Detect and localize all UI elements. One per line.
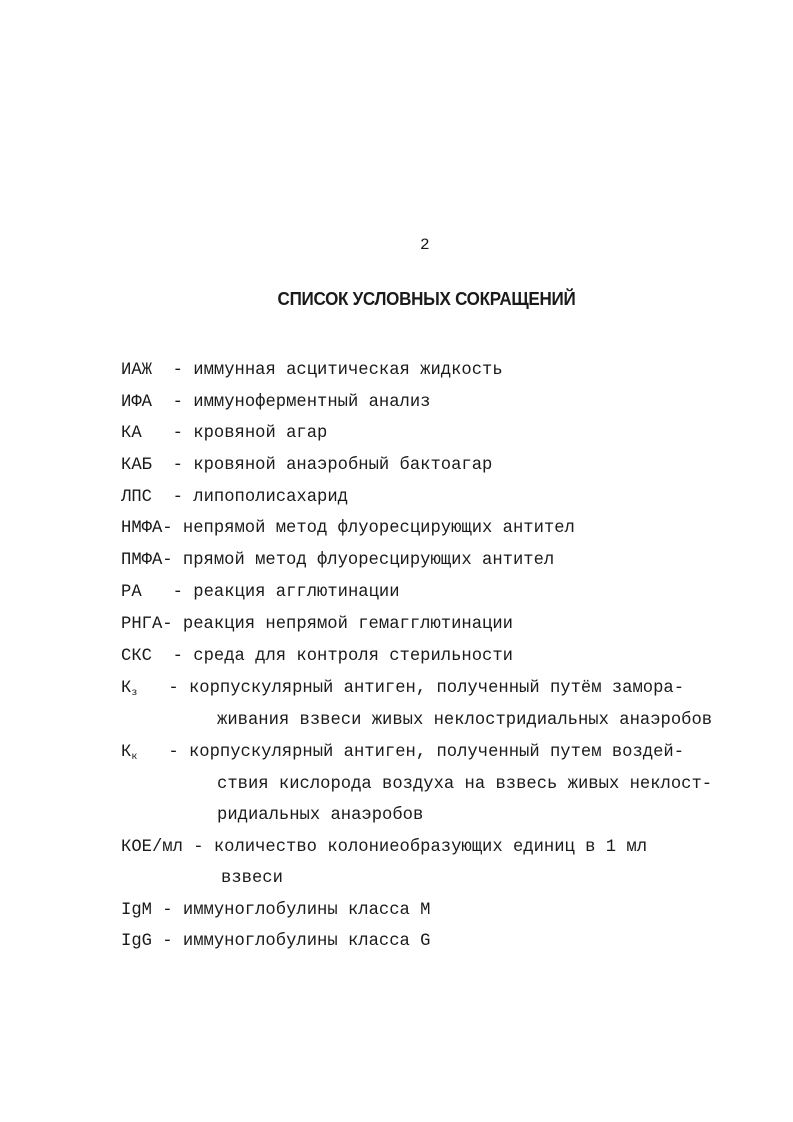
- abbreviation-definition: корпускулярный антиген, полученный путем воздей-: [188, 743, 685, 762]
- abbreviation-term: IgG: [121, 932, 152, 951]
- abbreviation-term: ИАЖ: [121, 361, 152, 380]
- abbreviation-term: КАБ: [121, 456, 152, 475]
- abbreviation-entry: [121, 551, 554, 571]
- abbreviation-definition: иммунная асцитическая жидкость: [193, 361, 503, 380]
- abbreviation-term: ЛПС: [121, 488, 152, 507]
- abbreviation-definition: иммуноглобулины класса М: [182, 901, 431, 920]
- abbreviation-definition: непрямой метод флуоресцирующих антител: [182, 519, 575, 538]
- definition-continuation: ридиальных анаэробов: [217, 806, 424, 825]
- abbreviation-term: КА: [121, 424, 142, 443]
- abbreviation-entry: [121, 932, 430, 952]
- abbreviation-definition: реакция агглютинации: [193, 583, 400, 602]
- abbreviation-term: $К_з$: [121, 679, 138, 699]
- abbreviation-definition: реакция непрямой гемагглютинации: [182, 615, 513, 634]
- definition-continuation: ствия кислорода воздуха на взвесь живых неклост-: [217, 775, 713, 794]
- entry-dash: -: [162, 615, 183, 634]
- abbreviation-term: $К_к$: [121, 743, 138, 763]
- entry-dash: -: [162, 901, 183, 920]
- abbreviation-term: РА: [121, 583, 142, 602]
- abbreviation-entry-koe: [121, 838, 647, 858]
- abbreviation-entry: [121, 615, 513, 635]
- page-number: 2: [420, 236, 430, 254]
- abbreviation-entry: [121, 393, 430, 413]
- abbreviation-definition: корпускулярный антиген, полученный путём замора-: [188, 679, 685, 698]
- abbreviation-entry: [121, 583, 400, 603]
- abbreviation-term: IgM: [121, 901, 152, 920]
- entry-dash: -: [172, 424, 194, 443]
- entry-dash: -: [168, 679, 189, 698]
- entry-dash: -: [172, 393, 194, 412]
- entry-dash: -: [162, 519, 183, 538]
- abbreviation-definition: иммуноферментный анализ: [193, 393, 431, 412]
- abbreviation-entry: [121, 424, 327, 444]
- abbreviation-definition: прямой метод флуоресцирующих антител: [182, 551, 555, 570]
- entry-dash: -: [168, 743, 189, 762]
- abbreviation-term: РНГА: [121, 615, 163, 634]
- subscript: з: [131, 688, 138, 699]
- entry-dash: -: [172, 647, 194, 666]
- abbreviation-definition: иммуноглобулины класса G: [182, 932, 431, 951]
- abbreviation-term: СКС: [121, 647, 152, 666]
- abbreviation-definition: количество колониеобразующих единиц в 1 мл: [213, 838, 648, 857]
- entry-dash: -: [172, 361, 194, 380]
- definition-continuation: живания взвеси живых неклостридиальных анаэробов: [217, 711, 713, 730]
- abbreviation-definition: кровяной агар: [193, 424, 328, 443]
- abbreviation-term: ИФА: [121, 393, 152, 412]
- entry-dash: -: [193, 838, 214, 857]
- abbreviation-term: НМФА: [121, 519, 163, 538]
- entry-dash: -: [172, 488, 194, 507]
- entry-dash: -: [172, 456, 194, 475]
- entry-dash: -: [172, 583, 194, 602]
- abbreviation-entry: [121, 901, 430, 921]
- abbreviation-entry-kz: [121, 679, 684, 699]
- entry-dash: -: [162, 551, 183, 570]
- definition-continuation: взвеси: [221, 869, 283, 888]
- abbreviation-term: КОЕ/мл: [121, 838, 183, 857]
- abbreviation-entry: [121, 647, 513, 667]
- abbreviation-entry: [121, 488, 348, 508]
- abbreviation-entry-kk: [121, 743, 684, 763]
- abbreviation-definition: липополисахарид: [193, 488, 348, 507]
- page-title: СПИСОК УСЛОВНЫХ СОКРАЩЕНИЙ: [277, 288, 576, 309]
- subscript: к: [131, 752, 138, 763]
- abbreviation-entry: [121, 361, 503, 381]
- abbreviation-entry: [121, 456, 492, 476]
- abbreviation-definition: среда для контроля стерильности: [193, 647, 513, 666]
- entry-dash: -: [162, 932, 183, 951]
- abbreviation-entry: [121, 519, 575, 539]
- abbreviation-term: ПМФА: [121, 551, 163, 570]
- abbreviation-definition: кровяной анаэробный бактоагар: [193, 456, 493, 475]
